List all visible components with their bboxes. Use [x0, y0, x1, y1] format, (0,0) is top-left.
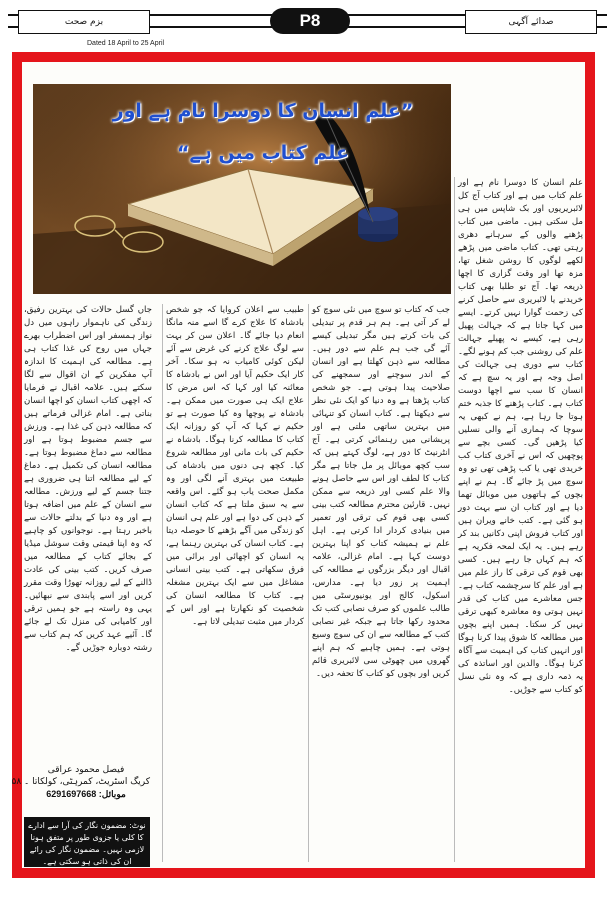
left-ribbon: بزم صحت — [18, 10, 150, 34]
column-3-text: طبیب سے اعلان کروایا کہ جو شخص بادشاہ کا علاج کرے گا اسے منہ مانگا انعام دیا جائے گا۔ اعلان سن کر بہت سے لوگ علاج کرنے کی غرض سے آئے لیکن کوئی کامیاب نہ ہو سکا۔ آخر کار ایک حکیم آیا اور اس نے بادشاہ کا معائنہ کیا اور کہا کہ اس مرض کا علاج ایک ہی صورت میں ممکن ہے۔ بادشاہ نے پوچھا وہ کیا صورت ہے تو حکیم نے کہا کہ آپ کو روزانہ ایک کتاب کا مطالعہ کرنا ہوگا۔ بادشاہ نے حکیم کی بات مانی اور مطالعہ شروع کیا۔ کچھ ہی دنوں میں بادشاہ کی طبیعت میں بہتری آنے لگی اور وہ مکمل صحت یاب ہو گئے۔ اس واقعہ سے یہ سبق ملتا ہے کہ کتاب انسان کے ذہن کی دوا ہے اور علم ہی انسان کو زندگی میں آگے بڑھنے کا حوصلہ دیتا ہے۔ کتاب انسان کی بہترین رہنما ہے، یہ انسان کو اچھائی اور برائی میں فرق سکھاتی ہے۔ کتب بینی انسانی مشاغل میں سے ایک بہترین مشغلہ ہے۔ کتاب کا مطالعہ انسان کی شخصیت کو نکھارتا ہے اور اس کے کردار میں مثبت تبدیلی لاتا ہے۔ — [166, 305, 304, 627]
column-4-text: جاں گسل حالات کی بہترین رفیق، زندگی کی ناہموار راہوں میں دل نواز ہمسفر اور اس اضطراب بھرے جہاں میں روح کی غذا کتاب ہی ہے۔ مطالعہ کی اہمیت کا اندازہ آپ مفکرین کے ان اقوال سے لگا سکتے ہیں۔ علامہ اقبال نے فرمایا کہ اچھی کتاب انسان کو اچھا انسان بناتی ہے۔ امام غزالی فرماتے ہیں کہ مطالعہ ذہن کی غذا ہے۔ ورزش سے جسم مضبوط ہوتا ہے اور مطالعہ سے دماغ مضبوط ہوتا ہے۔ مطالعہ انسان کی تکمیل ہے۔ دماغ کے لیے مطالعہ اتنا ہی ضروری ہے جتنا جسم کے لیے ورزش۔ مطالعہ سے انسان کے علم میں اضافہ ہوتا ہے اور وہ دنیا کے بدلتے حالات سے باخبر رہتا ہے۔ نوجوانوں کو چاہیے کہ وہ اپنا قیمتی وقت سوشل میڈیا کے بجائے کتاب کے مطالعہ میں صرف کریں۔ کتب بینی کی عادت ڈالنے کے لیے روزانہ تھوڑا وقت مقرر کریں اور اسے پابندی سے نبھائیں۔ یہی وہ راستہ ہے جو ہمیں ترقی اور کامیابی کی منزل تک لے جائے گا۔ آئیے عہد کریں کہ ہم کتاب سے رشتہ دوبارہ جوڑیں گے۔ — [24, 305, 152, 653]
column-divider-2 — [308, 304, 309, 862]
page-number-badge: P8 — [270, 8, 350, 34]
hero-image-book-quill — [33, 84, 451, 294]
column-1-text: علم انسان کا دوسرا نام ہے اور علم کتاب میں ہے اور کتاب آج کل لائبریریوں اور بک شاپس میں ہی مل سکتی ہیں۔ ماضی میں کتاب پڑھنے والوں کے سرہانے دھری رہتی تھی۔ کتاب ماضی میں پڑھے لکھے لوگوں کا روشن شغل تھا، مزہ تھا اور وقت گزاری کا اچھا ذریعہ تھا۔ آج تو طلبا بھی کتاب خریدنے یا لائبریری سے حاصل کرنے کی زحمت گوارا نہیں کرتے۔ ایسے میں کہا جاتا ہے کہ جہالت پھیل رہی ہے، کیسے نہ پھیلے جہالت علم کی روشنی جب کم ہونے لگے۔ کتاب سے دوری ہی جہالت کی اصل وجہ ہے اور یہ سچ ہے کہ انسان کا سب سے اچھا دوست کتاب ہے۔ کتاب پڑھنے کا جذبہ ختم ہوتا جا رہا ہے، ہم نے کبھی یہ سوچا کہ ہماری آنے والی نسلیں کیا پڑھیں گی۔ کسی بچے سے پوچھیں کہ اس نے آخری کتاب کب خریدی تھی یا کب پڑھی تھی تو وہ سوچ میں پڑ جائے گا۔ ہم نے اپنے بچوں کے ہاتھوں میں موبائل تھما دیا ہے اور کتاب ان سے بہت دور ہو گئی ہے۔ کتب خانے ویران ہیں اور کتاب فروش اپنی دکانیں بند کر رہے ہیں۔ یہ ایک لمحہ فکریہ ہے کہ ہم کہاں جا رہے ہیں۔ کسی بھی قوم کی ترقی کا راز علم میں ہے اور علم کا سرچشمہ کتاب ہے۔ جس معاشرے میں کتاب کی قدر نہیں ہوتی وہ معاشرہ کبھی ترقی نہیں کر سکتا۔ ہمیں اپنے بچوں میں مطالعہ کا شوق پیدا کرنا ہوگا اور انہیں کتاب کی اہمیت سے آگاہ کرنا ہوگا۔ والدین اور اساتذہ کی یہ ذمہ داری ہے کہ وہ نئی نسل کو کتاب سے جوڑیں۔ — [458, 178, 583, 695]
author-address: کریگ اسٹریٹ، کمرہٹی، کولکاتا ۔ ۵۸ — [11, 777, 150, 787]
article-page — [11, 62, 585, 868]
masthead-bar — [8, 6, 607, 36]
author-mobile: موبائل: 6291697668 — [46, 789, 126, 799]
article-column-4 — [24, 304, 152, 759]
disclaimer-note: نوٹ: مضمون نگار کی آرا سے ادارے کا کلی یا جزوی طور پر متفق ہونا لازمی نہیں۔ مضمون نگار کی رائے ان کی ذاتی ہو سکتی ہے۔ — [24, 817, 150, 867]
author-byline — [11, 764, 150, 800]
article-column-1 — [458, 177, 583, 867]
column-divider-3 — [162, 304, 163, 862]
author-name: فیصل محمود عراقی — [47, 765, 125, 775]
column-divider-1 — [454, 177, 455, 862]
column-2-text: جب کہ کتاب تو سوچ میں نئی سوچ کو لے کر آتی ہے۔ ہم ہر قدم پر تبدیلی کی بات کرتے ہیں مگر تبدیلی کیسے آئے گی جب ہم علم سے دور ہیں۔ مطالعہ سے ذہن کھلتا ہے اور انسان کے اندر سوچنے اور سمجھنے کی صلاحیت پیدا ہوتی ہے۔ جو شخص کتاب پڑھتا ہے وہ دنیا کو ایک نئی نظر سے دیکھتا ہے۔ کتاب انسان کو تنہائی میں بہترین ساتھی ملتی ہے اور پریشانی میں رہنمائی کرتی ہے۔ آج انٹرنیٹ کا دور ہے، لوگ کہتے ہیں کہ سب کچھ موبائل پر مل جاتا ہے مگر کتاب کا لطف اور اس سے حاصل ہونے والا علم کسی اور ذریعہ سے ممکن نہیں۔ قارئین محترم مطالعہ کتب بینی کسی بھی قوم کی ترقی اور تعمیر میں بنیادی کردار ادا کرتی ہے۔ اہل علم نے ہمیشہ کتاب کو اپنا بہترین دوست کہا ہے۔ امام غزالی، علامہ اقبال اور دیگر بزرگوں نے مطالعہ کی اہمیت پر زور دیا ہے۔ مدارس، اسکول، کالج اور یونیورسٹی میں طالب علموں کو صرف نصابی کتب تک محدود رکھا جاتا ہے جبکہ غیر نصابی کتب کے مطالعہ سے ان کی سوچ وسیع ہوتی ہے۔ ہمیں چاہیے کہ ہم اپنے گھروں میں چھوٹی سی لائبریری قائم کریں اور بچوں کو کتاب کا تحفہ دیں۔ — [312, 305, 450, 679]
issue-date: Dated 18 April to 25 April — [87, 40, 165, 47]
article-column-2 — [312, 304, 450, 866]
article-headline: ”علم انسان کا دوسرا نام ہے اور علم کتاب میں ہے“ — [112, 100, 414, 164]
right-ribbon: صدائے آگہی — [465, 10, 597, 34]
article-column-3 — [166, 304, 304, 866]
